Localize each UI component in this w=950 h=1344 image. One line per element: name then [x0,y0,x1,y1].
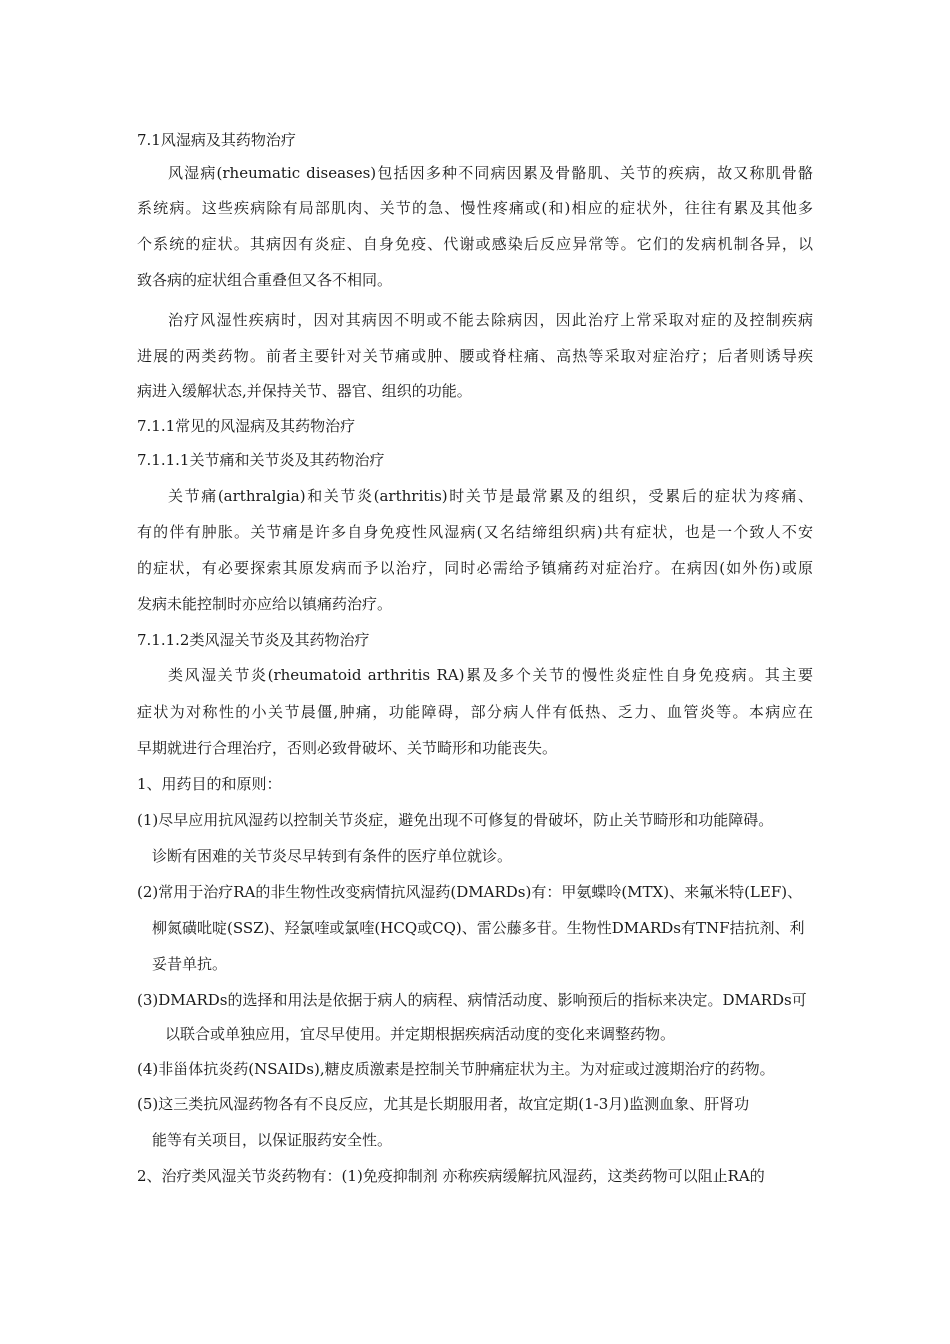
paragraph-line: 类风湿关节炎(rheumatoid arthritis RA)累及多个关节的慢性炎症性自身免疫病。其主要 [168,666,813,684]
list-item-line: 诊断有困难的关节炎尽早转到有条件的医疗单位就诊。 [152,847,513,865]
heading-7-1-1-2: 7.1.1.2类风湿关节炎及其药物治疗 [137,631,370,649]
list-item-line: 妥昔单抗。 [152,955,228,973]
list-heading: 2、治疗类风湿关节炎药物有：(1)免疫抑制剂 亦称疾病缓解抗风湿药，这类药物可以阻止RA的 [137,1167,765,1185]
paragraph-line: 致各病的症状组合重叠但又各不相同。 [137,271,393,289]
heading-7-1: 7.1风湿病及其药物治疗 [137,131,296,149]
paragraph-line: 进展的两类药物。前者主要针对关节痛或肿、腰或脊柱痛、高热等采取对症治疗；后者则诱导疾 [137,347,813,365]
list-item-line: (3)DMARDs的选择和用法是依据于病人的病程、病情活动度、影响预后的指标来决定。DMARDs可 [137,991,807,1009]
paragraph-line: 症状为对称性的小关节晨僵,肿痛，功能障碍，部分病人伴有低热、乏力、血管炎等。本病应在 [137,703,813,721]
list-item-line: (1)尽早应用抗风湿药以控制关节炎症，避免出现不可修复的骨破坏，防止关节畸形和功能障碍。 [137,811,774,829]
paragraph-line: 关节痛(arthralgia)和关节炎(arthritis)时关节是最常累及的组织，受累后的症状为疼痛、 [168,487,813,505]
list-item-line: 以联合或单独应用，宜尽早使用。并定期根据疾病活动度的变化来调整药物。 [165,1025,676,1043]
list-item-line: 能等有关项目，以保证服药安全性。 [152,1131,393,1149]
list-heading: 1、用药目的和原则： [137,775,282,793]
list-item-line: (2)常用于治疗RA的非生物性改变病情抗风湿药(DMARDs)有：甲氨蝶呤(MTX)、来氟米特(LEF)、 [137,883,803,901]
list-item-line: (4)非甾体抗炎药(NSAIDs),糖皮质激素是控制关节肿痛症状为主。为对症或过渡期治疗的药物。 [137,1060,775,1078]
paragraph-line: 早期就进行合理治疗，否则必致骨破坏、关节畸形和功能丧失。 [137,739,558,757]
list-item-line: 柳氮磺吡啶(SSZ)、羟氯喹或氯喹(HCQ或CQ)、雷公藤多苷。生物性DMARDs有TNF拮抗剂、利 [152,919,805,937]
paragraph-line: 发病未能控制时亦应给以镇痛药治疗。 [137,595,393,613]
paragraph-line: 有的伴有肿胀。关节痛是许多自身免疫性风湿病(又名结缔组织病)共有症状，也是一个致人不安 [137,523,813,541]
paragraph-line: 的症状，有必要探索其原发病而予以治疗，同时必需给予镇痛药对症治疗。在病因(如外伤)或原 [137,559,813,577]
heading-7-1-1: 7.1.1常见的风湿病及其药物治疗 [137,417,356,435]
paragraph-line: 个系统的症状。其病因有炎症、自身免疫、代谢或感染后反应异常等。它们的发病机制各异，以 [137,235,813,253]
heading-7-1-1-1: 7.1.1.1关节痛和关节炎及其药物治疗 [137,451,385,469]
list-item-line: (5)这三类抗风湿药物各有不良反应，尤其是长期服用者，故宜定期(1-3月)监测血象、肝肾功 [137,1095,750,1113]
paragraph-line: 风湿病(rheumatic diseases)包括因多种不同病因累及骨骼肌、关节的疾病，故又称肌骨骼 [168,164,813,182]
paragraph-line: 系统病。这些疾病除有局部肌肉、关节的急、慢性疼痛或(和)相应的症状外，往往有累及其他多 [137,199,813,217]
paragraph-line: 病进入缓解状态,并保持关节、器官、组织的功能。 [137,382,472,400]
paragraph-line: 治疗风湿性疾病时，因对其病因不明或不能去除病因，因此治疗上常采取对症的及控制疾病 [168,311,813,329]
